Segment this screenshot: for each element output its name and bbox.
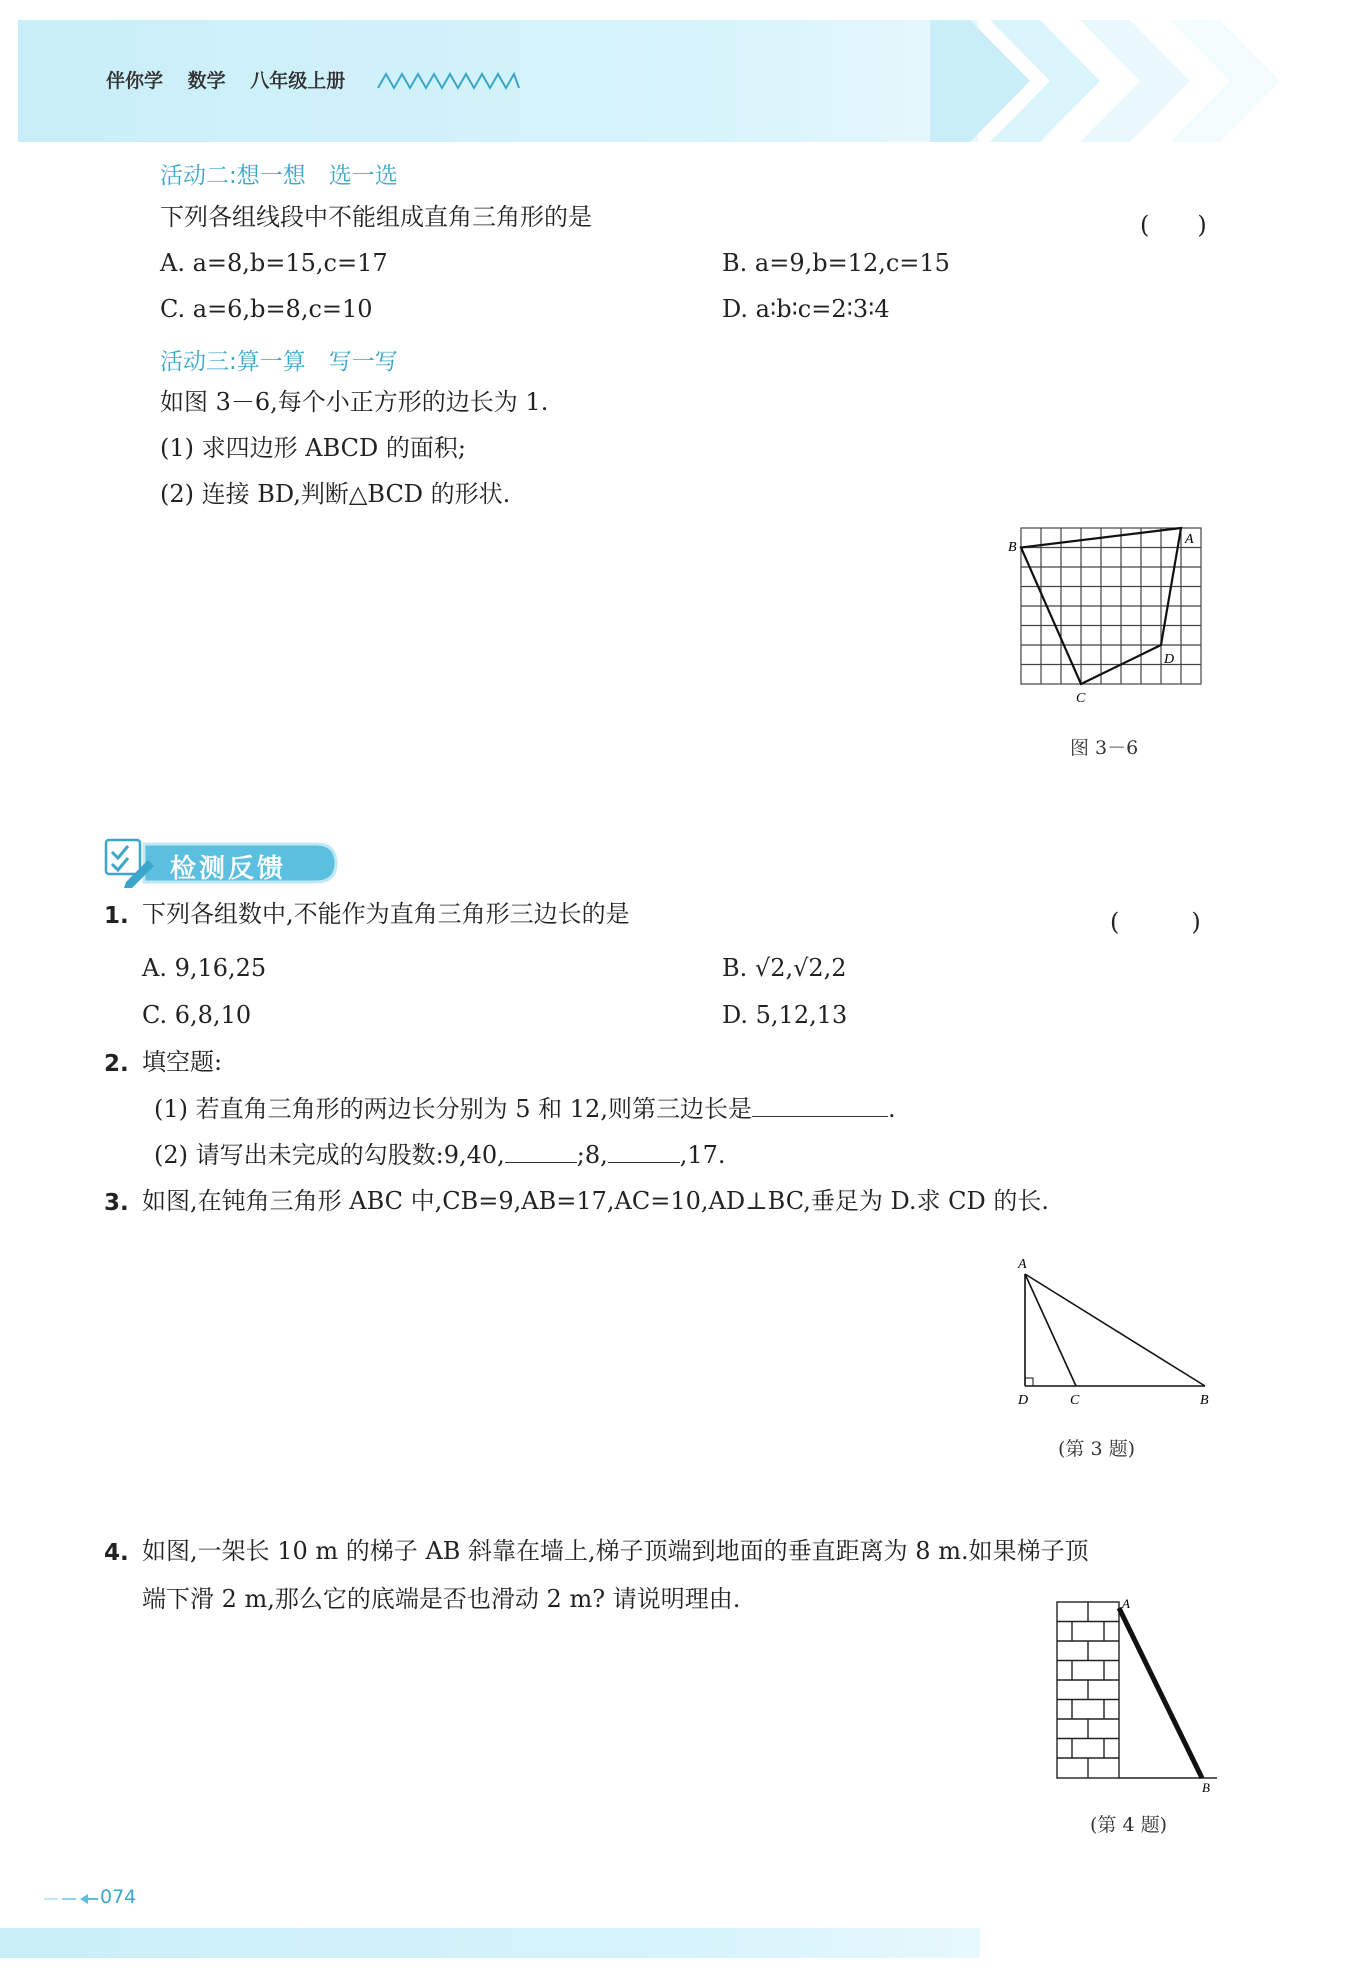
page-arrows-icon bbox=[44, 1892, 98, 1906]
footer-band bbox=[0, 1928, 980, 1958]
q4-figure bbox=[1052, 1596, 1232, 1796]
q1-number: 1. bbox=[104, 903, 129, 929]
q2-number: 2. bbox=[104, 1051, 129, 1077]
activity3-line-3: (2) 连接 BD,判断△BCD 的形状. bbox=[160, 480, 511, 508]
q1-option-b: B. √2,√2,2 bbox=[722, 954, 847, 982]
figure-3-6 bbox=[1005, 518, 1225, 708]
label-d: D bbox=[1164, 652, 1175, 667]
figure-3-6-caption: 图 3－6 bbox=[1070, 737, 1139, 759]
label-a: A bbox=[1185, 532, 1194, 547]
q1-option-d: D. 5,12,13 bbox=[722, 1001, 848, 1029]
q1-text: 下列各组数中,不能作为直角三角形三边长的是 bbox=[142, 900, 630, 928]
book-name: 伴你学 bbox=[106, 70, 164, 92]
q3-label-c: C bbox=[1070, 1393, 1080, 1408]
subject-name: 数学 bbox=[187, 70, 226, 92]
q2-sub2-end: ,17. bbox=[679, 1141, 726, 1169]
q4-caption: (第 4 题) bbox=[1090, 1814, 1167, 1836]
activity2-option-d: D. a∶b∶c=2∶3∶4 bbox=[722, 295, 890, 323]
q4-number: 4. bbox=[104, 1540, 129, 1566]
q2-sub1-text: (1) 若直角三角形的两边长分别为 5 和 12,则第三边长是 bbox=[154, 1095, 752, 1123]
brick-wall bbox=[1057, 1602, 1119, 1778]
q3-label-a: A bbox=[1018, 1257, 1027, 1272]
q3-label-d: D bbox=[1018, 1393, 1029, 1408]
q1-bracket: ( ) bbox=[1110, 908, 1201, 936]
q2-sub1 bbox=[154, 1096, 896, 1121]
q3-number: 3. bbox=[104, 1190, 129, 1216]
q2-sub2-mid: ;8, bbox=[576, 1141, 608, 1169]
activity2-title: 活动二:想一想 选一选 bbox=[160, 163, 398, 189]
answer-bracket: ( ) bbox=[1140, 211, 1207, 239]
q2-sub1-period: . bbox=[887, 1095, 896, 1123]
feedback-title: 检测反馈 bbox=[170, 854, 287, 884]
q2-text: 填空题: bbox=[142, 1048, 223, 1076]
ladder bbox=[1119, 1608, 1202, 1778]
q2-sub1-blank[interactable] bbox=[752, 1096, 888, 1117]
activity3-line-1: 如图 3－6,每个小正方形的边长为 1. bbox=[160, 388, 549, 416]
q4-label-a: A bbox=[1122, 1596, 1130, 1611]
activity2-option-a: A. a=8,b=15,c=17 bbox=[160, 249, 388, 277]
zigzag-decoration bbox=[376, 70, 521, 90]
q1-option-a: A. 9,16,25 bbox=[142, 954, 267, 982]
q2-sub2-text: (2) 请写出未完成的勾股数:9,40, bbox=[154, 1141, 505, 1169]
q2-sub2-blank-2[interactable] bbox=[608, 1142, 680, 1163]
activity2-option-b: B. a=9,b=12,c=15 bbox=[722, 249, 950, 277]
q4-line-2: 端下滑 2 m,那么它的底端是否也滑动 2 m? 请说明理由. bbox=[142, 1585, 741, 1613]
grade-name: 八年级上册 bbox=[250, 70, 346, 92]
q2-sub2 bbox=[154, 1142, 726, 1167]
label-c: C bbox=[1076, 691, 1086, 706]
header-title bbox=[106, 66, 363, 93]
q3-figure bbox=[1010, 1252, 1225, 1412]
activity2-question: 下列各组线段中不能组成直角三角形的是 bbox=[160, 203, 592, 231]
activity3-line-2: (1) 求四边形 ABCD 的面积; bbox=[160, 434, 466, 462]
q3-caption: (第 3 题) bbox=[1058, 1438, 1135, 1460]
header-chevrons bbox=[930, 20, 1330, 142]
q3-label-b: B bbox=[1200, 1393, 1209, 1408]
q3-text: 如图,在钝角三角形 ABC 中,CB=9,AB=17,AC=10,AD⊥BC,垂足为 D.求 CD 的长. bbox=[142, 1187, 1050, 1215]
q4-label-b: B bbox=[1202, 1780, 1210, 1795]
page-number: 074 bbox=[100, 1886, 137, 1908]
q4-line-1: 如图,一架长 10 m 的梯子 AB 斜靠在墙上,梯子顶端到地面的垂直距离为 8 m.如果梯子顶 bbox=[142, 1537, 1089, 1565]
label-b: B bbox=[1008, 540, 1017, 555]
activity3-title: 活动三:算一算 写一写 bbox=[160, 349, 398, 375]
activity2-option-c: C. a=6,b=8,c=10 bbox=[160, 295, 373, 323]
q1-option-c: C. 6,8,10 bbox=[142, 1001, 252, 1029]
q2-sub2-blank-1[interactable] bbox=[505, 1142, 577, 1163]
